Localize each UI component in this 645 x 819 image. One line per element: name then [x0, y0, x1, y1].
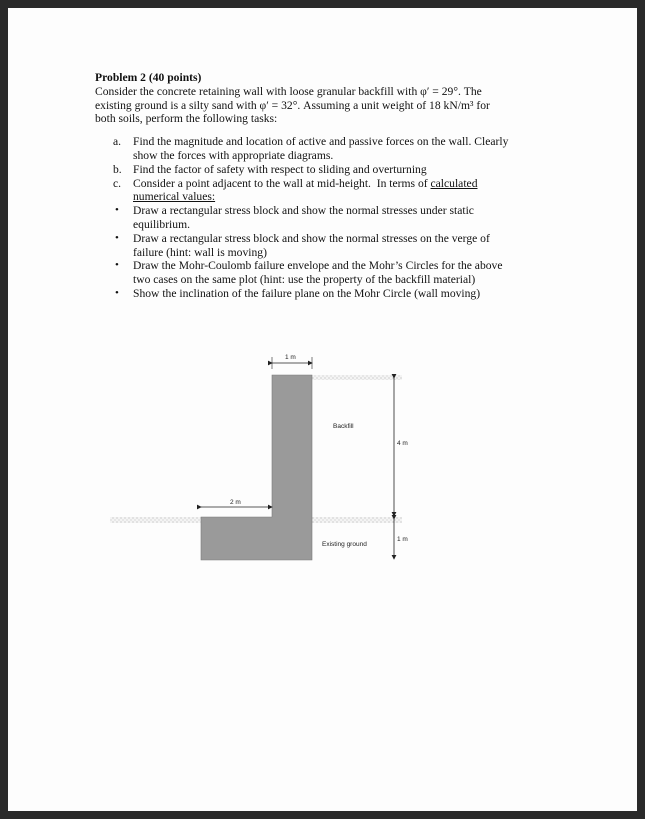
- task-c: [95, 177, 555, 205]
- task-b: [95, 163, 555, 177]
- bullet-item: [95, 232, 555, 260]
- intro-line: both soils, perform the following tasks:: [95, 112, 278, 126]
- bullet-item: [95, 204, 555, 232]
- task-line: show the forces with appropriate diagrams.: [133, 148, 334, 162]
- bullet-item: [95, 287, 555, 301]
- task-marker: b.: [113, 162, 122, 176]
- bullet-line: failure (hint: wall is moving): [133, 245, 267, 259]
- problem-text: [95, 71, 555, 301]
- bullet-item: [95, 259, 555, 287]
- task-line-text: Consider a point adjacent to the wall at mid-height. In terms of: [133, 176, 431, 190]
- bullet-marker: •: [115, 259, 119, 272]
- task-line: Find the magnitude and location of active and passive forces on the wall. Clearly: [133, 135, 509, 149]
- task-line: Find the factor of safety with respect to sliding and overturning: [133, 162, 427, 176]
- problem-title: Problem 2 (40 points): [95, 71, 202, 84]
- problem-intro: [95, 85, 555, 126]
- backfill-label: Backfill: [333, 423, 354, 430]
- bullet-marker: •: [115, 231, 119, 244]
- task-list: [95, 135, 555, 301]
- base-width-label: 2 m: [230, 499, 241, 506]
- bullet-line: Draw a rectangular stress block and show the normal stresses on the verge of: [133, 231, 490, 245]
- bullet-line: Show the inclination of the failure plane on the Mohr Circle (wall moving): [133, 286, 481, 300]
- task-line: [133, 177, 555, 191]
- top-width-label: 1 m: [285, 354, 296, 361]
- height-label: 4 m: [397, 440, 408, 447]
- bullet-marker: •: [115, 286, 119, 299]
- retaining-wall-diagram: [100, 345, 420, 575]
- embedment-label: 1 m: [397, 536, 408, 543]
- bullet-line: two cases on the same plot (hint: use the property of the backfill material): [133, 273, 476, 287]
- task-line: [133, 190, 555, 204]
- existing-ground-surface-left: [110, 517, 201, 523]
- bullet-line: Draw a rectangular stress block and show the normal stresses under static: [133, 204, 474, 218]
- existing-ground-label: Existing ground: [322, 541, 367, 548]
- intro-line: existing ground is a silty sand with φ′ = 32°. Assuming a unit weight of 18 kN/m³ for: [95, 98, 490, 112]
- task-marker: c.: [113, 176, 122, 190]
- concrete-wall: [201, 375, 312, 560]
- backfill-surface: [312, 375, 402, 380]
- bullet-line: Draw the Mohr-Coulomb failure envelope and the Mohr’s Circles for the above: [133, 259, 503, 273]
- task-marker: a.: [113, 135, 122, 149]
- bullet-marker: •: [115, 204, 119, 217]
- existing-ground-surface-right: [312, 517, 402, 523]
- underlined-text: numerical values:: [133, 190, 216, 204]
- bullet-line: equilibrium.: [133, 217, 190, 231]
- intro-line: Consider the concrete retaining wall with loose granular backfill with φ′ = 29°. The: [95, 84, 482, 98]
- task-a: [95, 135, 555, 163]
- underlined-text: calculated: [430, 176, 478, 190]
